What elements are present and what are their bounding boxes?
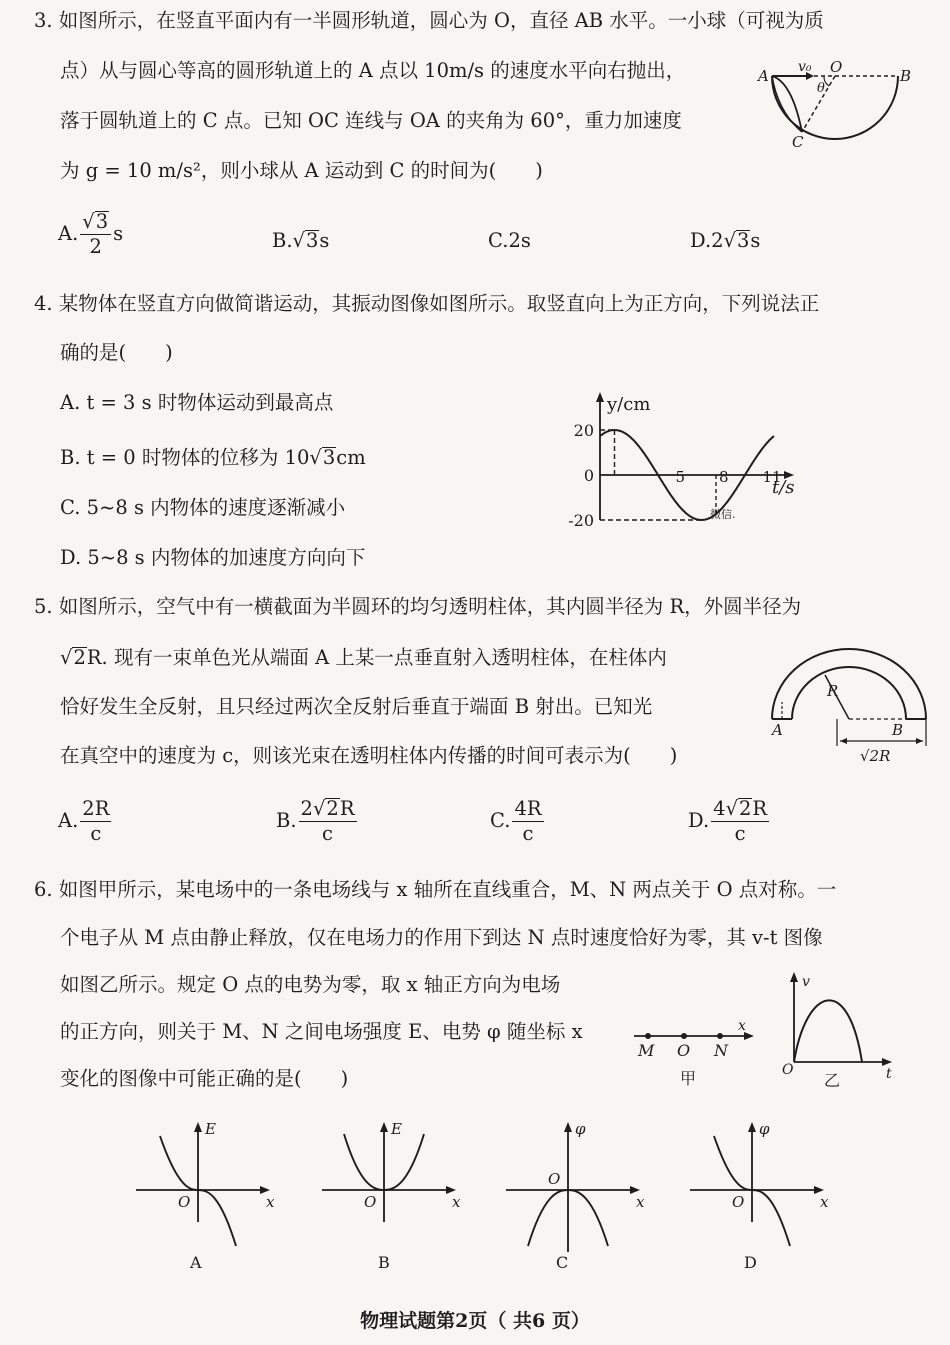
- q6-line-5: 变化的图像中可能正确的是( ): [60, 1067, 349, 1090]
- q5-option-a-denominator: c: [90, 822, 102, 845]
- q4-chart-y-tick-label: -20: [568, 511, 594, 528]
- q4-chart-x-tick-label: 11: [762, 468, 782, 486]
- q4-vibration-chart: [560, 388, 860, 528]
- q4-option-b-unit: cm: [336, 446, 366, 469]
- q5-option-c-numerator: 4R: [514, 797, 542, 820]
- q4-option-a[interactable]: A. t = 3 s 时物体运动到最高点: [60, 391, 334, 414]
- q5-option-c-label: C.: [490, 809, 511, 832]
- q6-yi-label-o: O: [782, 1062, 794, 1078]
- q3-option-c-label: C.: [488, 229, 509, 252]
- q3-option-c[interactable]: [488, 228, 531, 254]
- q5-fig-label-b: B: [892, 721, 904, 739]
- q4-chart-x-tick-label: 8: [719, 468, 729, 486]
- q3-line-3: 落于圆轨道上的 C 点。已知 OC 连线与 OA 的夹角为 60°，重力加速度: [60, 109, 682, 132]
- q3-option-b-label: B.: [272, 229, 293, 252]
- q5-option-d-tail: R: [752, 797, 768, 820]
- q6-jia-label-n: N: [714, 1041, 728, 1060]
- q5-option-d[interactable]: [688, 797, 771, 846]
- q6-graph-b[interactable]: [316, 1112, 466, 1272]
- q5-half-ring-figure: [760, 644, 930, 766]
- q4-line-2: 确的是( ): [60, 341, 173, 364]
- q6-jia-label-x: x: [738, 1018, 746, 1034]
- q3-option-a-denominator: 2: [89, 235, 102, 258]
- q4-chart-xlabel: t/s: [772, 477, 795, 498]
- q5-option-a-fraction: [80, 797, 111, 846]
- q6-fig-jia: [630, 1014, 760, 1094]
- q5-line-2-rest: R. 现有一束单色光从端面 A 上某一点垂直射入透明柱体，在柱体内: [86, 646, 667, 669]
- q3-fig-label-v0: v₀: [798, 59, 812, 75]
- q5-line-2-radicand: 2: [73, 646, 86, 669]
- q3-fig-label-a: A: [758, 67, 769, 85]
- q6-graph-b-axis: E: [391, 1120, 402, 1138]
- q6-graph-d-origin: O: [732, 1193, 745, 1211]
- q6-graph-a-x: x: [266, 1193, 275, 1211]
- q6-yi-label-v: v: [802, 974, 810, 990]
- q5-line-1: 5. 如图所示，空气中有一横截面为半圆环的均匀透明柱体，其内圆半径为 R，外圆半径为: [34, 595, 802, 618]
- q5-option-d-denominator: c: [734, 822, 746, 845]
- q4-option-d[interactable]: D. 5~8 s 内物体的加速度方向向下: [60, 546, 366, 569]
- q3-line-4: 为 g = 10 m/s²，则小球从 A 运动到 C 的时间为( ): [60, 159, 543, 182]
- q5-option-b-denominator: c: [322, 822, 333, 845]
- q5-option-a-numerator: 2R: [82, 797, 110, 820]
- q5-option-c-denominator: c: [522, 822, 534, 845]
- q4-option-b-prefix: B. t = 0 时物体的位移为 10: [60, 446, 310, 469]
- q6-yi-caption: 乙: [824, 1071, 841, 1090]
- q3-semicircle-figure: [752, 52, 922, 152]
- q4-chart-watermark: 微信.: [710, 508, 736, 521]
- q4-option-b-radicand: 3: [322, 446, 336, 469]
- q6-graph-b-origin: O: [364, 1193, 377, 1211]
- q3-option-a-label: A.: [58, 222, 79, 245]
- q5-option-d-fraction: $\frac{4√2R}{c}$: [713, 797, 768, 845]
- q3-option-a-unit: s: [113, 222, 124, 245]
- q4-chart-y-tick-label: 20: [573, 421, 594, 440]
- q5-option-d-radicand: 2: [739, 797, 752, 820]
- q4-chart-x-tick-label: 5: [675, 468, 686, 486]
- q3-line-1: 3. 如图所示，在竖直平面内有一半圆形轨道，圆心为 O，直径 AB 水平。一小球（可视为质: [34, 9, 824, 32]
- q5-option-a-label: A.: [58, 809, 79, 832]
- q6-jia-caption: 甲: [680, 1069, 697, 1088]
- q3-option-d[interactable]: D.2√3s: [690, 229, 761, 252]
- q5-fig-label-r: R: [827, 682, 839, 700]
- q5-fig-label-a: A: [772, 721, 783, 739]
- q6-graph-b-label: B: [378, 1253, 390, 1272]
- q6-graph-d-axis: φ: [759, 1120, 770, 1138]
- q6-graph-a-origin: O: [178, 1193, 191, 1211]
- q3-fig-label-o: O: [830, 58, 843, 76]
- q5-option-b-fraction: $\frac{2√2R}{c}$: [300, 797, 355, 845]
- q6-line-1: 6. 如图甲所示，某电场中的一条电场线与 x 轴所在直线重合，M、N 两点关于 O 点对称。一: [34, 878, 837, 901]
- q6-yi-label-t: t: [886, 1066, 892, 1082]
- q3-fig-label-theta: θ: [817, 81, 825, 96]
- q5-option-c-fraction: [512, 797, 543, 846]
- q3-option-c-text: 2s: [508, 229, 531, 252]
- q5-fig-label-dim: √2R: [860, 747, 891, 765]
- q5-option-b-coefficient: 2: [300, 797, 313, 820]
- q5-option-b-radicand: 2: [326, 797, 339, 820]
- q5-option-b-label: B.: [276, 809, 297, 832]
- q6-graph-c[interactable]: [500, 1112, 650, 1272]
- q5-line-4: 在真空中的速度为 c，则该光束在透明柱体内传播的时间可表示为( ): [60, 744, 678, 767]
- q4-line-1: 4. 某物体在竖直方向做简谐运动，其振动图像如图所示。取竖直向上为正方向，下列说法正: [34, 292, 820, 315]
- q5-option-a[interactable]: [58, 797, 113, 846]
- q3-fig-label-c: C: [792, 133, 804, 151]
- q6-graph-a[interactable]: [130, 1112, 280, 1272]
- q4-option-c[interactable]: C. 5~8 s 内物体的速度逐渐减小: [60, 496, 346, 519]
- q6-graph-c-axis: φ: [575, 1120, 586, 1138]
- q6-graph-d-x: x: [820, 1193, 829, 1211]
- q6-line-3: 如图乙所示。规定 O 点的电势为零，取 x 轴正方向为电场: [60, 973, 561, 996]
- q3-option-a-fraction: $\frac{√3}{2}$: [80, 210, 111, 259]
- q4-chart-y-tick-label: 0: [583, 466, 594, 485]
- q6-fig-yi: [778, 968, 908, 1092]
- q4-chart-ylabel: y/cm: [607, 394, 651, 415]
- q3-option-d-coefficient: 2: [711, 229, 724, 252]
- q5-option-b-tail: R: [339, 797, 355, 820]
- q6-jia-label-o: O: [677, 1041, 691, 1060]
- q5-option-c[interactable]: [490, 797, 546, 846]
- q3-option-d-label: D.: [690, 229, 712, 252]
- q3-option-b-unit: s: [319, 229, 330, 252]
- q3-option-b[interactable]: B.√3s: [272, 229, 330, 252]
- q6-graph-d-label: D: [744, 1253, 757, 1272]
- q6-jia-label-m: M: [638, 1041, 655, 1060]
- q3-option-a-radicand: 3: [95, 210, 109, 233]
- q6-graph-c-x: x: [636, 1193, 645, 1211]
- q6-graph-a-label: A: [190, 1253, 202, 1272]
- q6-graph-d[interactable]: [684, 1112, 834, 1272]
- q4-option-b[interactable]: B. t = 0 时物体的位移为 10√3cm: [60, 446, 366, 469]
- q3-fig-label-b: B: [900, 67, 912, 85]
- q6-graph-c-label: C: [556, 1253, 569, 1272]
- q5-option-d-coefficient: 4: [713, 797, 726, 820]
- page-footer: 物理试题第2页（ 共6 页）: [360, 1310, 590, 1332]
- q6-graph-a-axis: E: [205, 1120, 216, 1138]
- q6-line-2: 个电子从 M 点由静止释放，仅在电场力的作用下到达 N 点时速度恰好为零，其 v-t 图像: [60, 926, 823, 949]
- q5-option-b[interactable]: [276, 797, 359, 846]
- q3-line-2: 点）从与圆心等高的圆形轨道上的 A 点以 10m/s 的速度水平向右抛出，: [60, 59, 686, 82]
- q6-graph-c-origin: O: [548, 1170, 561, 1188]
- q5-line-3: 恰好发生全反射，且只经过两次全反射后垂直于端面 B 射出。已知光: [60, 695, 653, 718]
- q6-line-4: 的正方向，则关于 M、N 之间电场强度 E、电势 φ 随坐标 x: [60, 1020, 583, 1043]
- q5-line-2: √2R. 现有一束单色光从端面 A 上某一点垂直射入透明柱体，在柱体内: [60, 646, 667, 669]
- q3-option-d-radicand: 3: [737, 229, 750, 252]
- q6-graph-b-x: x: [452, 1193, 461, 1211]
- q3-option-d-unit: s: [750, 229, 761, 252]
- q3-option-a[interactable]: [58, 210, 123, 259]
- q5-option-d-label: D.: [688, 809, 710, 832]
- q3-option-b-radicand: 3: [305, 229, 319, 252]
- q4-chart-y-arrow: [596, 392, 604, 402]
